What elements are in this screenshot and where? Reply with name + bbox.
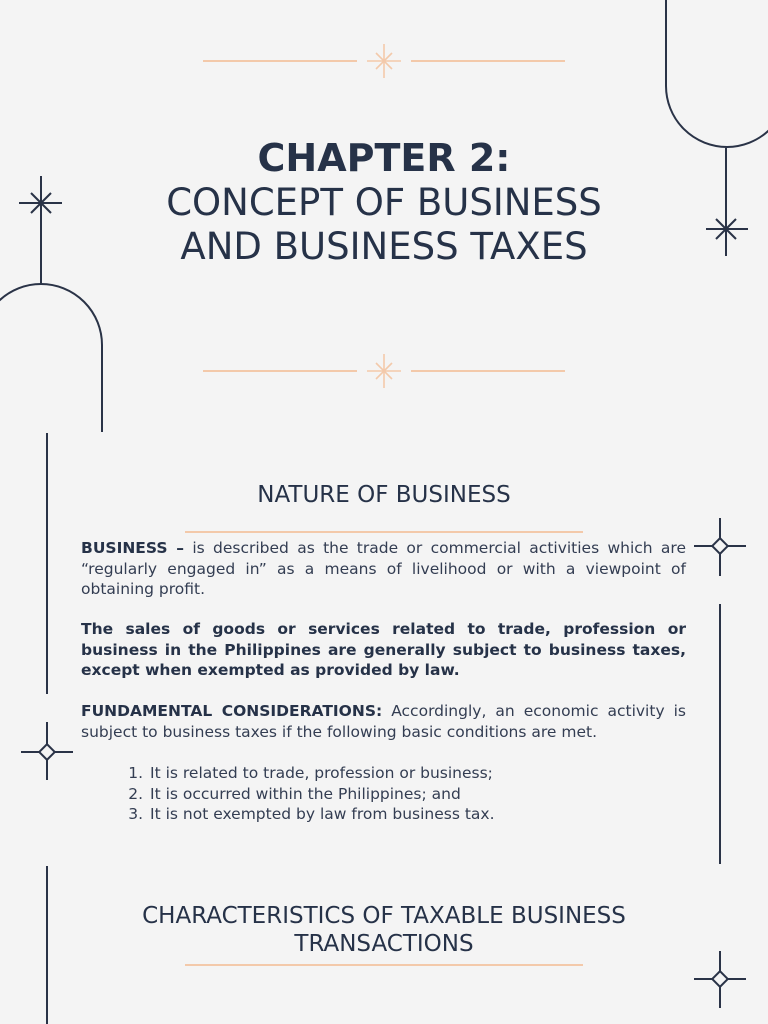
fundamental-term: FUNDAMENTAL CONSIDERATIONS: (81, 702, 383, 720)
conditions-list (81, 763, 495, 825)
right-bottom-diamond-icon (712, 971, 728, 987)
chapter-number: CHAPTER 2: (257, 136, 511, 180)
business-term: BUSINESS – (81, 539, 185, 557)
top-right-arch (666, 0, 768, 147)
chapter-title-line1: CONCEPT OF BUSINESS (166, 181, 602, 224)
section2-heading-line1: CHARACTERISTICS OF TAXABLE BUSINESS (142, 903, 626, 929)
section2-heading (0, 902, 768, 958)
business-definition-text: is described as the trade or commercial activities which are “regularly engaged in” as a means of livelihood or with a viewpoint of obtaining profit. (81, 539, 686, 598)
business-definition-paragraph (81, 538, 686, 600)
section2-heading-line2: TRANSACTIONS (294, 931, 474, 957)
left-diamond-icon (39, 744, 55, 760)
fundamental-considerations-paragraph (81, 701, 686, 742)
left-arch (0, 284, 102, 432)
list-item: 3. It is not exempted by law from business tax. (148, 804, 495, 825)
right-diamond-icon (712, 538, 728, 554)
chapter-title-line2: AND BUSINESS TAXES (180, 225, 588, 268)
chapter-title (0, 181, 768, 269)
fundamental-text: Accordingly, an economic activity is subject to business taxes if the following basic conditions are met. (81, 702, 687, 741)
sales-statement-paragraph: The sales of goods or services related to trade, profession or business in the Philippines are generally subject to business taxes, except when exempted as provided by law. (81, 620, 686, 679)
top-divider-star-icon (367, 44, 401, 78)
list-item: 1. It is related to trade, profession or business; (148, 763, 495, 784)
section1-heading: NATURE OF BUSINESS (257, 482, 511, 508)
mid-divider-star-icon (367, 354, 401, 388)
list-item: 2. It is occurred within the Philippines; and (148, 784, 495, 805)
